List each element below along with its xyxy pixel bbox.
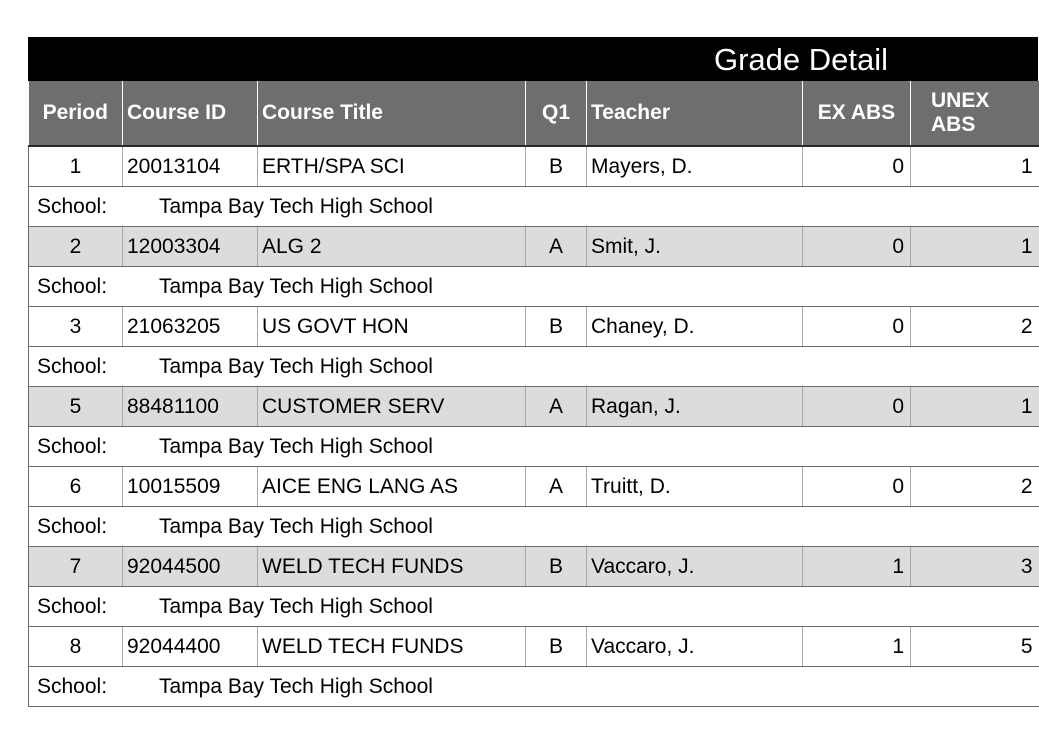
table-row (29, 547, 1039, 587)
course-id-cell: 88481100 (123, 387, 258, 427)
course-title-cell: ERTH/SPA SCI (258, 146, 526, 187)
table-row (29, 387, 1039, 427)
table-row (29, 146, 1039, 187)
col-header-unex-abs-line1: UNEX (931, 89, 990, 112)
ex-abs-cell: 0 (803, 146, 911, 187)
school-name: Tampa Bay Tech High School (159, 274, 433, 298)
header-row (29, 81, 1039, 146)
unex-abs-cell: 1 (911, 387, 1039, 427)
title-bar (28, 37, 1038, 81)
school-cell (29, 587, 1039, 627)
col-header-teacher: Teacher (587, 81, 803, 146)
school-row (29, 427, 1039, 467)
school-name: Tampa Bay Tech High School (159, 354, 433, 378)
school-row (29, 507, 1039, 547)
period-cell: 3 (29, 307, 123, 347)
course-title-cell: ALG 2 (258, 227, 526, 267)
school-cell (29, 187, 1039, 227)
col-header-course-title: Course Title (258, 81, 526, 146)
school-name: Tampa Bay Tech High School (159, 194, 433, 218)
teacher-cell: Chaney, D. (587, 307, 803, 347)
school-cell (29, 507, 1039, 547)
grade-table (28, 81, 1039, 707)
course-id-cell: 10015509 (123, 467, 258, 507)
school-label: School: (37, 514, 108, 538)
col-header-unex-abs (911, 81, 1039, 146)
period-cell: 6 (29, 467, 123, 507)
course-id-cell: 21063205 (123, 307, 258, 347)
teacher-cell: Vaccaro, J. (587, 547, 803, 587)
period-cell: 2 (29, 227, 123, 267)
col-header-period: Period (29, 81, 123, 146)
q1-grade-cell: B (526, 627, 587, 667)
period-cell: 7 (29, 547, 123, 587)
col-header-ex-abs: EX ABS (803, 81, 911, 146)
course-title-cell: AICE ENG LANG AS (258, 467, 526, 507)
course-id-cell: 20013104 (123, 146, 258, 187)
school-label: School: (37, 354, 108, 378)
q1-grade-cell: A (526, 387, 587, 427)
unex-abs-cell: 2 (911, 467, 1039, 507)
school-cell (29, 427, 1039, 467)
q1-grade-cell: A (526, 227, 587, 267)
q1-grade-cell: B (526, 146, 587, 187)
period-cell: 8 (29, 627, 123, 667)
ex-abs-cell: 0 (803, 227, 911, 267)
table-row (29, 627, 1039, 667)
unex-abs-cell: 2 (911, 307, 1039, 347)
period-cell: 5 (29, 387, 123, 427)
report-title: Grade Detail (714, 42, 889, 77)
school-label: School: (37, 274, 108, 298)
unex-abs-cell: 3 (911, 547, 1039, 587)
ex-abs-cell: 0 (803, 307, 911, 347)
school-row (29, 187, 1039, 227)
school-cell (29, 267, 1039, 307)
period-cell: 1 (29, 146, 123, 187)
course-id-cell: 92044500 (123, 547, 258, 587)
school-cell (29, 347, 1039, 387)
school-label: School: (37, 434, 108, 458)
ex-abs-cell: 0 (803, 387, 911, 427)
teacher-cell: Ragan, J. (587, 387, 803, 427)
teacher-cell: Truitt, D. (587, 467, 803, 507)
course-id-cell: 92044400 (123, 627, 258, 667)
table-row (29, 467, 1039, 507)
ex-abs-cell: 1 (803, 547, 911, 587)
school-label: School: (37, 674, 108, 698)
teacher-cell: Vaccaro, J. (587, 627, 803, 667)
school-label: School: (37, 194, 108, 218)
school-row (29, 267, 1039, 307)
table-row (29, 307, 1039, 347)
q1-grade-cell: B (526, 307, 587, 347)
col-header-unex-abs-line2: ABS (931, 113, 976, 136)
school-name: Tampa Bay Tech High School (159, 674, 433, 698)
teacher-cell: Mayers, D. (587, 146, 803, 187)
teacher-cell: Smit, J. (587, 227, 803, 267)
ex-abs-cell: 1 (803, 627, 911, 667)
unex-abs-cell: 1 (911, 227, 1039, 267)
course-id-cell: 12003304 (123, 227, 258, 267)
school-name: Tampa Bay Tech High School (159, 514, 433, 538)
grade-detail-report (28, 37, 1038, 707)
course-title-cell: WELD TECH FUNDS (258, 627, 526, 667)
school-label: School: (37, 594, 108, 618)
q1-grade-cell: A (526, 467, 587, 507)
school-cell (29, 667, 1039, 707)
unex-abs-cell: 5 (911, 627, 1039, 667)
ex-abs-cell: 0 (803, 467, 911, 507)
col-header-course-id: Course ID (123, 81, 258, 146)
col-header-q1: Q1 (526, 81, 587, 146)
school-row (29, 347, 1039, 387)
school-row (29, 667, 1039, 707)
table-row (29, 227, 1039, 267)
q1-grade-cell: B (526, 547, 587, 587)
course-title-cell: WELD TECH FUNDS (258, 547, 526, 587)
course-title-cell: US GOVT HON (258, 307, 526, 347)
unex-abs-cell: 1 (911, 146, 1039, 187)
school-row (29, 587, 1039, 627)
course-title-cell: CUSTOMER SERV (258, 387, 526, 427)
school-name: Tampa Bay Tech High School (159, 434, 433, 458)
school-name: Tampa Bay Tech High School (159, 594, 433, 618)
